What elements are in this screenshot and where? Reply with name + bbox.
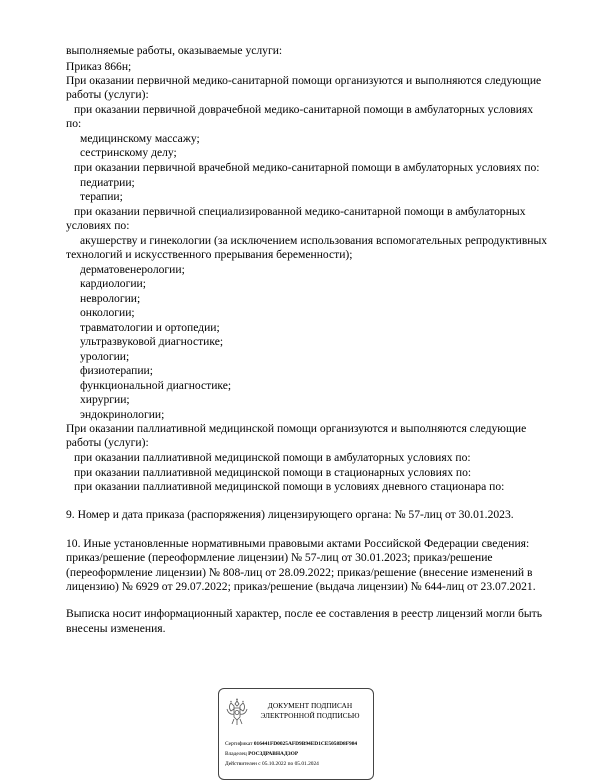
text-line: работы (услуги): bbox=[66, 88, 149, 101]
text-line: медицинскому массажу; bbox=[80, 132, 200, 145]
stamp-certificate: Сертификат 016441FD0025AFD9B94ED1CE5058D8F984 bbox=[225, 741, 358, 747]
text-line: дерматовенерологии; bbox=[80, 263, 185, 276]
text-line: ультразвуковой диагностике; bbox=[80, 335, 224, 348]
text-line: травматологии и ортопедии; bbox=[80, 321, 220, 334]
double-headed-eagle-emblem-icon bbox=[225, 697, 249, 727]
license-order-paragraph: 9. Номер и дата приказа (распоряжения) лицензирующего органа: № 57-лиц от 30.01.2023. bbox=[66, 508, 514, 521]
text-line: лицензию) № 6929 от 29.07.2022; приказ/решение (выдача лицензии) № 644-лиц от 23.07.2021. bbox=[66, 580, 536, 593]
text-line: При оказании паллиативной медицинской помощи организуются и выполняются следующие bbox=[66, 422, 527, 435]
text-line: при оказании паллиативной медицинской помощи в условиях дневного стационара по: bbox=[74, 480, 505, 493]
text-line: физиотерапии; bbox=[80, 364, 153, 377]
text-line: Приказ 866н; bbox=[66, 60, 132, 73]
text-line: кардиологии; bbox=[80, 277, 146, 290]
text-line: при оказании первичной врачебной медико-санитарной помощи в амбулаторных условиях по: bbox=[74, 161, 540, 174]
text-line: приказ/решение (переоформление лицензии) № 57-лиц от 30.01.2023; приказ/решение bbox=[66, 551, 493, 564]
text-line: работы (услуги): bbox=[66, 436, 149, 449]
text-line: при оказании паллиативной медицинской помощи в амбулаторных условиях по: bbox=[74, 451, 471, 464]
text-line: при оказании паллиативной медицинской помощи в стационарных условиях по: bbox=[74, 466, 472, 479]
text-line: При оказании первичной медико-санитарной помощи организуются и выполняются следующие bbox=[66, 74, 542, 87]
text-line: внесены изменения. bbox=[66, 622, 166, 635]
text-line: педиатрии; bbox=[80, 176, 135, 189]
text-line: онкологии; bbox=[80, 306, 135, 319]
text-line: терапии; bbox=[80, 190, 123, 203]
text-line: эндокринологии; bbox=[80, 408, 165, 421]
text-line: (переоформление лицензии) № 808-лиц от 28.09.2022; приказ/решение (внесение изменений в bbox=[66, 566, 533, 579]
stamp-validity: Действителен с 05.10.2022 по 05.01.2024 bbox=[225, 761, 319, 767]
text-line: урологии; bbox=[80, 350, 130, 363]
stamp-subtitle: ЭЛЕКТРОННОЙ ПОДПИСЬЮ bbox=[260, 711, 360, 720]
text-line: 10. Иные установленные нормативными правовыми актами Российской Федерации сведения: bbox=[66, 537, 530, 550]
text-line: условиях по: bbox=[66, 219, 130, 232]
text-line: Выписка носит информационный характер, после ее составления в реестр лицензий могли быть bbox=[66, 607, 542, 620]
stamp-title: ДОКУМЕНТ ПОДПИСАН bbox=[267, 701, 353, 710]
text-line: акушерству и гинекологии (за исключением использования вспомогательных репродуктивных bbox=[80, 234, 548, 247]
text-line: хирургии; bbox=[80, 393, 130, 406]
text-line: выполняемые работы, оказываемые услуги: bbox=[66, 44, 283, 57]
text-line: сестринскому делу; bbox=[80, 146, 177, 159]
text-line: функциональной диагностике; bbox=[80, 379, 232, 392]
electronic-signature-stamp bbox=[218, 688, 374, 780]
text-line: технологий и искусственного прерывания беременности); bbox=[66, 248, 353, 261]
text-line: при оказании первичной доврачебной медико-санитарной помощи в амбулаторных условиях bbox=[74, 103, 534, 116]
text-line: по: bbox=[66, 117, 82, 130]
text-line: при оказании первичной специализированной медико-санитарной помощи в амбулаторных bbox=[74, 205, 526, 218]
stamp-owner: Владелец РОСЗДРАВНАДЗОР bbox=[225, 751, 299, 757]
text-line: неврологии; bbox=[80, 292, 141, 305]
